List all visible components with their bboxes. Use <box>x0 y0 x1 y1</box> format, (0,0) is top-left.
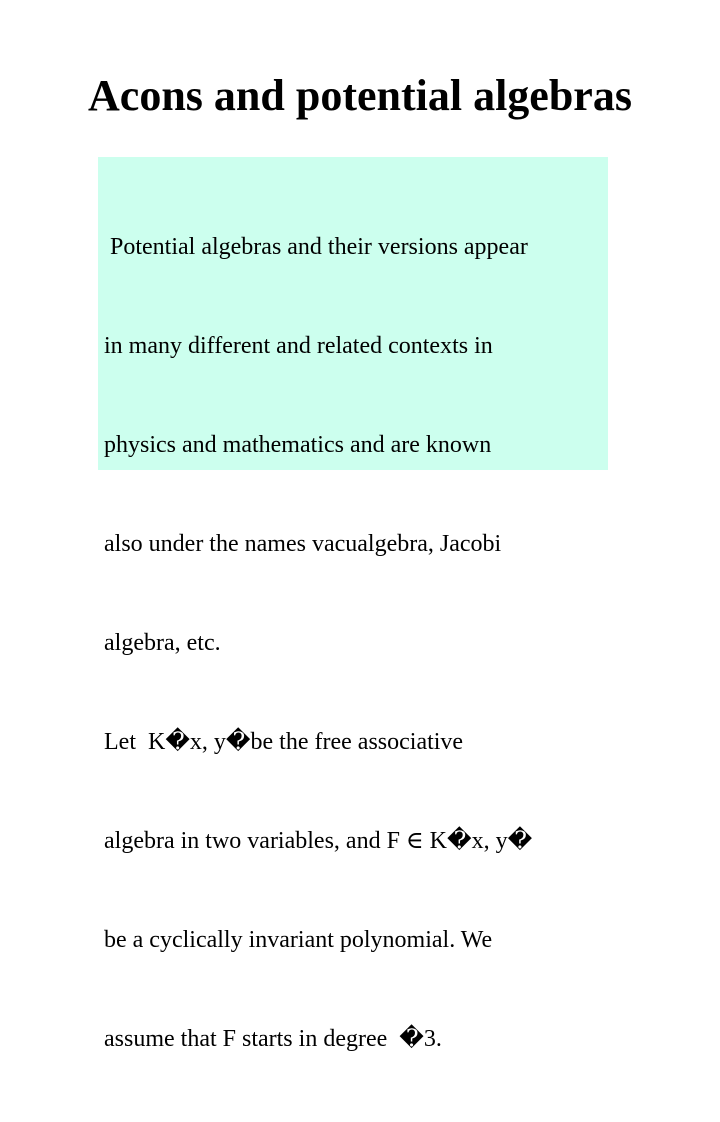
body-line: be a cyclically invariant polynomial. We <box>104 927 493 953</box>
body-line: in many different and related contexts in <box>104 333 493 359</box>
body-line: Let K�x, y�be the free associative <box>104 729 464 755</box>
body-line: physics and mathematics and are known <box>104 432 492 458</box>
body-line: also under the names vacualgebra, Jacobi <box>104 531 502 557</box>
body-text-box <box>98 157 608 1052</box>
body-line: algebra in two variables, and F ∈ K�x, y� <box>104 828 533 854</box>
body-line: algebra, etc. <box>104 630 221 656</box>
slide-title: Acons and potential algebras <box>88 71 632 120</box>
body-line: Potential algebras and their versions appear <box>104 234 528 260</box>
body-line: assume that F starts in degree �3. <box>104 1026 442 1052</box>
